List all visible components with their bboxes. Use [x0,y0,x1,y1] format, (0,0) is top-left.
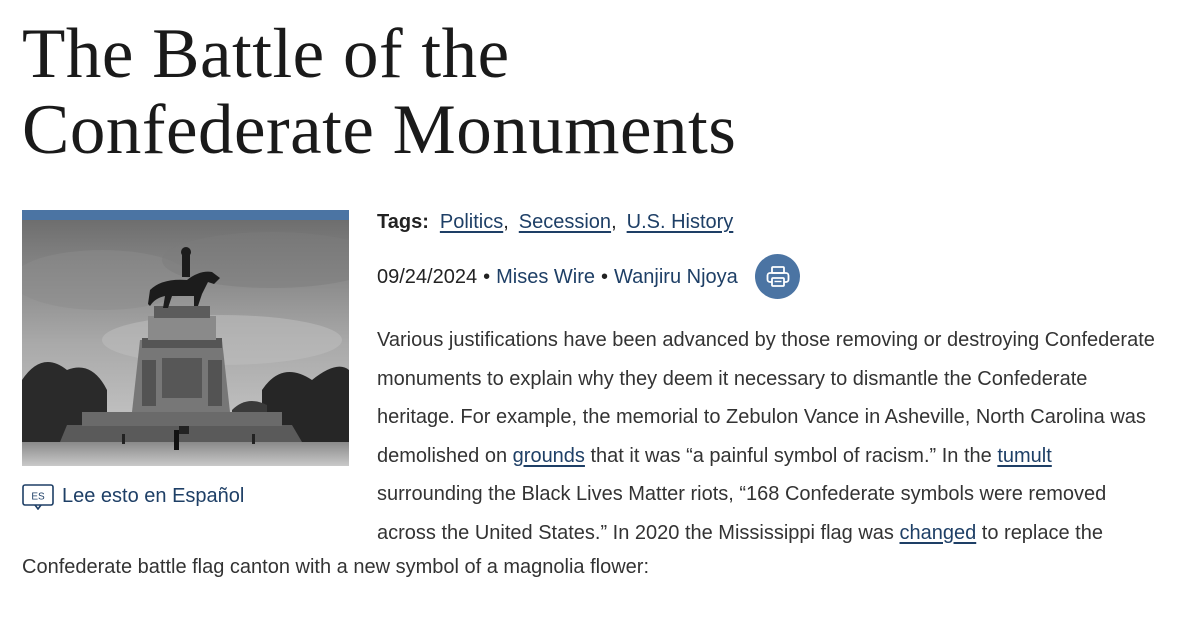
tag-politics[interactable]: Politics [439,211,504,233]
print-button[interactable] [755,254,800,299]
body-line [377,514,1177,553]
printer-icon [766,266,790,288]
body-text-fragment: across the United States.” In 2020 the Mississippi flag was [377,521,900,544]
title-line-1: The Battle of the [22,15,510,93]
meta-separator: • [601,266,609,288]
tag-separator: , [503,211,509,233]
tumult-link[interactable]: tumult [997,444,1052,467]
article-meta [377,266,738,289]
publish-date: 09/24/2024 [377,266,478,288]
body-line: monuments to explain why they deem it necessary to dismantle the Confederate [377,367,1088,390]
svg-text:ES: ES [31,491,45,503]
body-text-fragment: that it was “a painful symbol of racism.” In the [584,444,998,467]
changed-link[interactable]: changed [899,521,977,544]
body-line: heritage. For example, the memorial to Zebulon Vance in Asheville, North Carolina was [377,406,1146,428]
body-text-fragment: demolished on [377,444,513,467]
tags-row [377,211,733,234]
tag-separator: , [611,211,617,233]
author-link[interactable]: Wanjiru Njoya [614,266,738,288]
tag-us-history[interactable]: U.S. History [626,211,734,233]
spanish-translation-link[interactable] [22,484,244,508]
tags-label: Tags: [377,211,429,233]
tag-secession[interactable]: Secession [518,211,612,233]
article-title [22,16,736,168]
body-line: surrounding the Black Lives Matter riots, “168 Confederate symbols were removed [377,483,1107,505]
meta-separator: • [483,266,491,288]
monument-photo [22,220,349,466]
grounds-link[interactable]: grounds [512,444,585,467]
body-line: Confederate battle flag canton with a new symbol of a magnolia flower: [22,556,650,578]
book-es-icon [22,484,54,508]
title-line-2: Confederate Monuments [22,91,737,169]
article-body [377,321,1177,552]
body-line: Various justifications have been advanced by those removing or destroying Confederate [377,329,1155,351]
body-line [377,437,1177,476]
body-text-fragment: to replace the [976,521,1103,544]
spanish-link-label[interactable]: Lee esto en Español [62,484,245,507]
article-body-continued [22,548,1182,587]
article-image [22,210,349,466]
section-link[interactable]: Mises Wire [496,266,596,288]
